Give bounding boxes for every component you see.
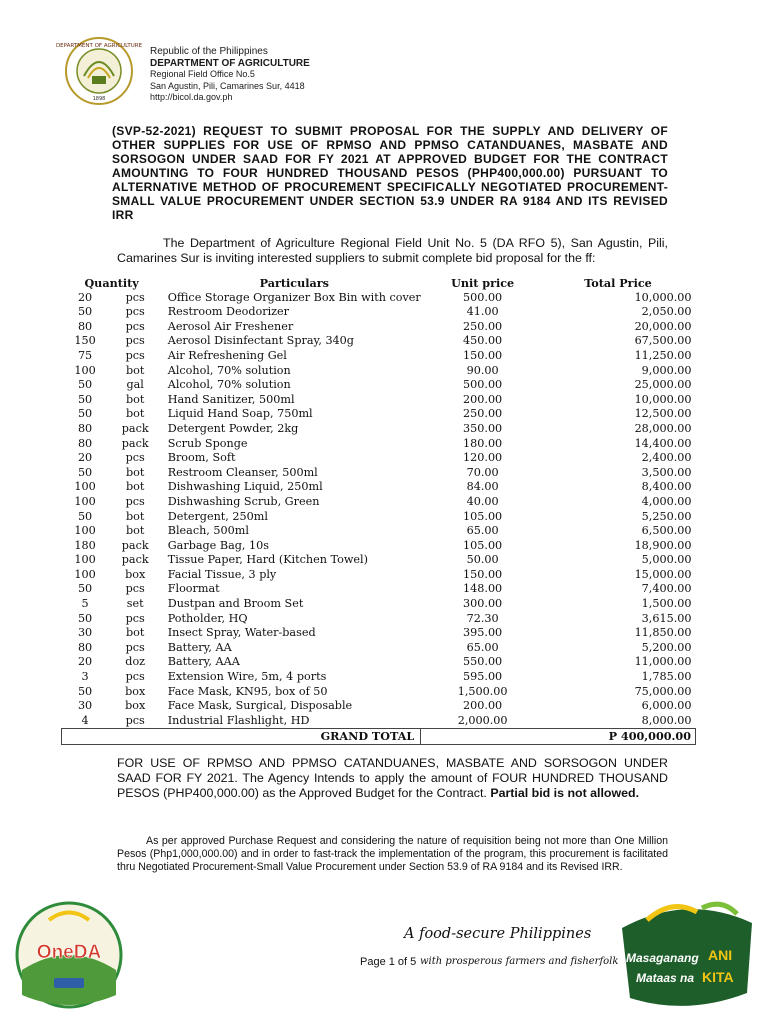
table-row <box>62 334 696 349</box>
cell-particular: Facial Tissue, 3 ply <box>167 567 277 581</box>
seal-label: DEPARTMENT OF AGRICULTURE <box>55 43 143 49</box>
cell-unit: pack <box>121 538 149 552</box>
grand-total-label: GRAND TOTAL <box>62 729 421 745</box>
cell-unit: bot <box>125 392 145 406</box>
cell-total-price: 1,500.00 <box>641 597 692 611</box>
table-row <box>62 510 696 525</box>
cell-unit-price: 200.00 <box>463 392 503 406</box>
cell-particular: Restroom Deodorizer <box>167 305 290 319</box>
cell-unit: pcs <box>125 451 145 465</box>
table-row <box>62 378 696 393</box>
cell-total-price: 20,000.00 <box>634 319 692 333</box>
cell-total-price: 9,000.00 <box>641 363 692 377</box>
cell-unit: bot <box>125 465 145 479</box>
kita-word: KITA <box>702 969 734 985</box>
cell-total-price: 6,500.00 <box>641 524 692 538</box>
cell-total-price: 14,400.00 <box>634 436 692 450</box>
cell-unit-price: 550.00 <box>463 655 503 669</box>
cell-total-price: 12,500.00 <box>634 407 692 421</box>
cell-particular: Alcohol, 70% solution <box>167 363 291 377</box>
cell-unit-price: 90.00 <box>466 363 499 377</box>
page-number: Page 1 of 5 <box>360 956 417 968</box>
table-row <box>62 291 696 306</box>
cell-particular: Bleach, 500ml <box>167 524 249 538</box>
oneda-logo-icon <box>14 900 124 1010</box>
mataas-word: Mataas na <box>636 971 695 985</box>
cell-particular: Garbage Bag, 10s <box>167 538 270 552</box>
cell-quantity: 50 <box>77 305 93 319</box>
cell-unit-price: 2,000.00 <box>457 713 508 727</box>
cell-particular: Potholder, HQ <box>167 611 248 625</box>
cell-total-price: 28,000.00 <box>634 421 692 435</box>
cell-unit-price: 500.00 <box>463 378 503 392</box>
cell-total-price: 11,250.00 <box>634 348 692 362</box>
cell-unit: pcs <box>125 670 145 684</box>
cell-unit: box <box>125 699 146 713</box>
header-particulars: Particulars <box>259 276 329 290</box>
cell-quantity: 50 <box>77 465 93 479</box>
cell-unit: bot <box>125 480 145 494</box>
cell-unit-price: 450.00 <box>463 334 503 348</box>
table-row <box>62 582 696 597</box>
cell-quantity: 100 <box>74 494 96 508</box>
cell-total-price: 8,400.00 <box>641 480 692 494</box>
tagline: A food-secure Philippines <box>404 926 592 942</box>
cell-unit: pack <box>121 436 149 450</box>
cell-unit: pack <box>121 553 149 567</box>
cell-unit: pcs <box>125 611 145 625</box>
cell-quantity: 80 <box>77 640 93 654</box>
cell-particular: Office Storage Organizer Box Bin with cover <box>167 290 421 304</box>
cell-particular: Dishwashing Liquid, 250ml <box>167 480 323 494</box>
cell-unit: doz <box>125 655 146 669</box>
cell-total-price: 3,615.00 <box>641 611 692 625</box>
cell-quantity: 50 <box>77 684 93 698</box>
cell-quantity: 100 <box>74 480 96 494</box>
cell-total-price: 75,000.00 <box>634 684 692 698</box>
items-table <box>61 276 696 745</box>
cell-unit-price: 65.00 <box>466 640 499 654</box>
cell-unit-price: 148.00 <box>463 582 503 596</box>
cell-total-price: 25,000.00 <box>634 378 692 392</box>
table-row <box>62 480 696 495</box>
cell-quantity: 80 <box>77 436 93 450</box>
cell-particular: Aerosol Air Freshener <box>167 319 294 333</box>
cell-unit: pcs <box>125 290 145 304</box>
cell-particular: Aerosol Disinfectant Spray, 340g <box>167 334 354 348</box>
cell-quantity: 50 <box>77 392 93 406</box>
cell-quantity: 30 <box>77 699 93 713</box>
agency-office: Regional Field Office No.5 <box>150 69 255 79</box>
cell-unit-price: 105.00 <box>463 509 503 523</box>
cell-quantity: 3 <box>81 670 89 684</box>
cell-unit-price: 105.00 <box>463 538 503 552</box>
cell-total-price: 6,000.00 <box>641 699 692 713</box>
cell-particular: Face Mask, KN95, box of 50 <box>167 684 328 698</box>
table-row <box>62 670 696 685</box>
cell-quantity: 100 <box>74 553 96 567</box>
partial-bid-notice: Partial bid is not allowed. <box>486 786 640 800</box>
cell-total-price: 5,250.00 <box>641 509 692 523</box>
table-row <box>62 612 696 627</box>
masaganang-word: Masaganang <box>626 951 699 965</box>
cell-unit: pcs <box>125 305 145 319</box>
cell-unit: bot <box>125 626 145 640</box>
intro-paragraph: The Department of Agriculture Regional Field Unit No. 5 (DA RFO 5), San Agustin, Pili, Camarines Sur is inviting interested suppliers to submit complete bid proposal for the ff: <box>117 236 668 265</box>
cell-quantity: 20 <box>77 655 93 669</box>
table-row <box>62 568 696 583</box>
grand-total-row <box>62 729 696 745</box>
cell-particular: Dishwashing Scrub, Green <box>167 494 320 508</box>
cell-total-price: 18,900.00 <box>634 538 692 552</box>
cell-quantity: 80 <box>77 421 93 435</box>
department-seal-icon <box>55 36 143 106</box>
table-row <box>62 407 696 422</box>
cell-particular: Insect Spray, Water-based <box>167 626 316 640</box>
table-row <box>62 422 696 437</box>
header-unit-price: Unit price <box>451 276 515 290</box>
tagline-subtitle: with prosperous farmers and fisherfolk <box>420 956 619 967</box>
cell-particular: Floormat <box>167 582 220 596</box>
agency-website: http://bicol.da.gov.ph <box>150 92 233 102</box>
cell-quantity: 30 <box>77 626 93 640</box>
cell-unit-price: 70.00 <box>466 465 499 479</box>
cell-unit-price: 150.00 <box>463 567 503 581</box>
cell-unit: pcs <box>125 640 145 654</box>
header-total-price: Total Price <box>584 276 652 290</box>
cell-total-price: 1,785.00 <box>641 670 692 684</box>
cell-particular: Broom, Soft <box>167 451 236 465</box>
cell-particular: Restroom Cleanser, 500ml <box>167 465 318 479</box>
cell-quantity: 75 <box>77 348 93 362</box>
table-row <box>62 655 696 670</box>
cell-quantity: 100 <box>74 524 96 538</box>
cell-unit: gal <box>126 378 144 392</box>
cell-particular: Industrial Flashlight, HD <box>167 713 310 727</box>
cell-quantity: 50 <box>77 407 93 421</box>
table-row <box>62 364 696 379</box>
agency-name: DEPARTMENT OF AGRICULTURE <box>150 57 310 69</box>
table-row <box>62 451 696 466</box>
cell-total-price: 5,000.00 <box>641 553 692 567</box>
cell-unit-price: 250.00 <box>463 407 503 421</box>
cell-total-price: 2,400.00 <box>641 451 692 465</box>
cell-unit: bot <box>125 363 145 377</box>
cell-total-price: 5,200.00 <box>641 640 692 654</box>
cell-unit-price: 65.00 <box>466 524 499 538</box>
oneda-text: OneDA <box>36 942 102 963</box>
cell-unit-price: 395.00 <box>463 626 503 640</box>
budget-paragraph <box>117 756 668 801</box>
table-row <box>62 524 696 539</box>
table-row <box>62 553 696 568</box>
cell-unit: pcs <box>125 319 145 333</box>
cell-particular: Dustpan and Broom Set <box>167 597 304 611</box>
header-quantity: Quantity <box>84 276 139 290</box>
cell-particular: Battery, AAA <box>167 655 240 669</box>
cell-total-price: 11,850.00 <box>634 626 692 640</box>
cell-unit-price: 250.00 <box>463 319 503 333</box>
cell-unit: pcs <box>125 494 145 508</box>
cell-total-price: 2,050.00 <box>641 305 692 319</box>
cell-particular: Air Refreshening Gel <box>167 348 287 362</box>
cell-particular: Face Mask, Surgical, Disposable <box>167 699 353 713</box>
cell-quantity: 50 <box>77 582 93 596</box>
cell-particular: Detergent, 250ml <box>167 509 268 523</box>
masaganang-ani-logo-icon <box>612 898 762 1013</box>
cell-total-price: 11,000.00 <box>634 655 692 669</box>
table-row <box>62 349 696 364</box>
letterhead <box>55 36 464 106</box>
grand-total-value: P 400,000.00 <box>421 729 696 745</box>
cell-unit: pack <box>121 421 149 435</box>
document-title: (SVP-52-2021) REQUEST TO SUBMIT PROPOSAL FOR THE SUPPLY AND DELIVERY OF OTHER SUPPLIES FOR USE OF RPMSO AND PPMSO CATANDUANES, MASBATE AND SORSOGON UNDER SAAD FOR FY 2021 AT APPROVED BUDGET FOR THE CONTRACT AMOUNTING TO FOUR HUNDRED THOUSAND PESOS (PHP400,000.00) PURSUANT TO ALTERNATIVE METHOD OF PROCUREMENT SPECIFICALLY NEGOTIATED PROCUREMENT-SMALL VALUE PROCUREMENT UNDER SECTION 53.9 UNDER RA 9184 AND ITS REVISED IRR <box>112 124 668 222</box>
cell-unit-price: 180.00 <box>463 436 503 450</box>
cell-particular: Extension Wire, 5m, 4 ports <box>167 670 327 684</box>
table-header-row <box>62 276 696 291</box>
cell-unit-price: 84.00 <box>466 480 499 494</box>
cell-total-price: 67,500.00 <box>634 334 692 348</box>
cell-particular: Detergent Powder, 2kg <box>167 421 299 435</box>
table-row <box>62 437 696 452</box>
table-row <box>62 495 696 510</box>
cell-total-price: 10,000.00 <box>634 392 692 406</box>
cell-unit-price: 350.00 <box>463 421 503 435</box>
cell-unit-price: 150.00 <box>463 348 503 362</box>
cell-unit-price: 500.00 <box>463 290 503 304</box>
cell-quantity: 5 <box>81 597 89 611</box>
table-row <box>62 305 696 320</box>
table-row <box>62 699 696 714</box>
cell-unit: pcs <box>125 348 145 362</box>
table-row <box>62 714 696 729</box>
cell-unit: pcs <box>125 582 145 596</box>
cell-unit: bot <box>125 524 145 538</box>
agency-address: San Agustin, Pili, Camarines Sur, 4418 <box>150 80 305 91</box>
cell-total-price: 3,500.00 <box>641 465 692 479</box>
cell-particular: Alcohol, 70% solution <box>167 378 291 392</box>
cell-particular: Liquid Hand Soap, 750ml <box>167 407 313 421</box>
table-row <box>62 393 696 408</box>
cell-unit: box <box>125 567 146 581</box>
table-row <box>62 466 696 481</box>
cell-total-price: 7,400.00 <box>641 582 692 596</box>
cell-unit-price: 40.00 <box>466 494 499 508</box>
cell-unit: set <box>126 597 144 611</box>
cell-unit-price: 200.00 <box>463 699 503 713</box>
table-row <box>62 641 696 656</box>
cell-particular: Battery, AA <box>167 640 232 654</box>
cell-quantity: 50 <box>77 509 93 523</box>
cell-unit-price: 300.00 <box>463 597 503 611</box>
table-row <box>62 320 696 335</box>
cell-unit-price: 72.30 <box>466 611 499 625</box>
cell-unit-price: 50.00 <box>466 553 499 567</box>
cell-unit-price: 1,500.00 <box>457 684 508 698</box>
budget-text: FOR USE OF RPMSO AND PPMSO CATANDUANES, MASBATE AND SORSOGON UNDER SAAD FOR FY 2021. The Agency Intends to apply the amount of FOUR HUNDRED THOUSAND PESOS (PHP400,000.00) as the Approved Budget for the Contract. <box>117 756 668 800</box>
cell-unit: bot <box>125 509 145 523</box>
cell-unit-price: 41.00 <box>466 305 499 319</box>
cell-total-price: 15,000.00 <box>634 567 692 581</box>
cell-particular: Hand Sanitizer, 500ml <box>167 392 295 406</box>
cell-quantity: 150 <box>74 334 96 348</box>
cell-unit: pcs <box>125 713 145 727</box>
cell-quantity: 20 <box>77 290 93 304</box>
agency-block <box>150 46 310 104</box>
ani-word: ANI <box>708 947 733 963</box>
cell-quantity: 180 <box>74 538 96 552</box>
cell-total-price: 8,000.00 <box>641 713 692 727</box>
cell-quantity: 4 <box>81 713 89 727</box>
table-row <box>62 597 696 612</box>
cell-quantity: 50 <box>77 378 93 392</box>
seal-year: 1898 <box>92 96 106 102</box>
cell-quantity: 80 <box>77 319 93 333</box>
cell-unit: pcs <box>125 334 145 348</box>
cell-particular: Tissue Paper, Hard (Kitchen Towel) <box>167 553 368 567</box>
cell-unit: bot <box>125 407 145 421</box>
cell-quantity: 20 <box>77 451 93 465</box>
cell-unit: box <box>125 684 146 698</box>
agency-republic: Republic of the Philippines <box>150 46 268 57</box>
table-row <box>62 539 696 554</box>
cell-quantity: 100 <box>74 567 96 581</box>
cell-total-price: 10,000.00 <box>634 290 692 304</box>
cell-unit-price: 595.00 <box>463 670 503 684</box>
procurement-paragraph: As per approved Purchase Request and considering the nature of requisition being not more than One Million Pesos (Php1,000,000.00) and in order to fast-track the implementation of the program, this procurement is facilitated thru Negotiated Procurement-Small Value Procurement under Section 53.9 of RA 9184 and its Revised IRR. <box>117 835 668 873</box>
cell-quantity: 100 <box>74 363 96 377</box>
cell-total-price: 4,000.00 <box>641 494 692 508</box>
table-row <box>62 626 696 641</box>
cell-unit-price: 120.00 <box>463 451 503 465</box>
cell-quantity: 50 <box>77 611 93 625</box>
cell-particular: Scrub Sponge <box>167 436 248 450</box>
table-row <box>62 685 696 700</box>
